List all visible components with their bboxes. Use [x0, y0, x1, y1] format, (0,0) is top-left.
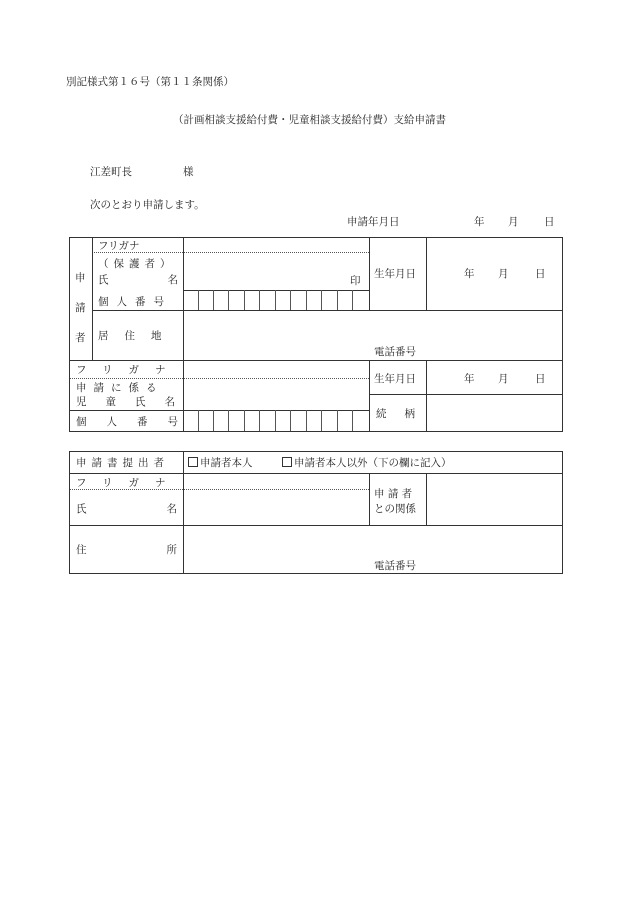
applicant-birth-month: 月 [498, 268, 509, 280]
child-name-label-1: 申請に係る [76, 382, 164, 394]
applicant-number-label: 個人番号 [98, 296, 172, 308]
relation-label-1: 申 請 者 [374, 488, 413, 500]
application-date-year: 年 [474, 216, 485, 228]
submitter-name-input[interactable] [184, 490, 369, 525]
submitter-option-self[interactable]: 申請者本人 [188, 455, 253, 470]
application-date-day: 日 [544, 216, 555, 228]
child-name-label-2: 児童氏名 [76, 396, 194, 408]
submitter-relation-input[interactable] [427, 474, 562, 525]
applicant-name-label: 氏 名 [98, 274, 178, 286]
child-relationship-label: 続柄 [376, 408, 433, 420]
submitter-address-label: 住 所 [76, 544, 177, 556]
seal-mark: 印 [350, 275, 361, 287]
child-birth-year: 年 [464, 373, 475, 385]
applicant-birth-year: 年 [464, 268, 475, 280]
application-date-month: 月 [508, 216, 519, 228]
child-name-input[interactable] [184, 379, 369, 410]
guardian-label: （保護者） [98, 258, 176, 270]
child-number-label: 個人番号 [76, 416, 198, 428]
addressee: 江差町長 [90, 166, 132, 178]
child-furigana-label: フリガナ [76, 364, 182, 376]
child-birth-day: 日 [535, 373, 546, 385]
relation-label-2: との関係 [374, 503, 416, 515]
form-title: （計画相談支援給付費・児童相談支援給付費）支給申請書 [173, 114, 446, 126]
intro-text: 次のとおり申請します。 [90, 199, 205, 211]
applicant-furigana-label: フリガナ [98, 240, 140, 252]
applicant-section-label: 申請者 [75, 272, 86, 344]
submitter-furigana-label: フリガナ [76, 477, 182, 489]
child-birthdate-label: 生年月日 [374, 373, 416, 385]
submitter-option-other[interactable]: 申請者本人以外（下の欄に記入） [282, 455, 452, 470]
addressee-suffix: 様 [183, 166, 194, 178]
applicant-name-input[interactable] [184, 253, 369, 290]
child-relationship-input[interactable] [427, 395, 562, 431]
child-furigana-input[interactable] [184, 361, 369, 378]
applicant-birthdate-label: 生年月日 [374, 268, 416, 280]
submitter-phone-label: 電話番号 [374, 560, 416, 572]
application-date-label: 申請年月日 [347, 216, 400, 228]
checkbox-other[interactable] [282, 457, 292, 467]
submitter-label: 申請書提出者 [76, 457, 169, 469]
submitter-furigana-input[interactable] [184, 474, 369, 489]
submitter-address-input[interactable] [184, 526, 562, 573]
applicant-address-label: 居住地 [98, 330, 178, 342]
child-birth-month: 月 [498, 373, 509, 385]
applicant-phone-label: 電話番号 [374, 346, 416, 358]
applicant-furigana-input[interactable] [184, 238, 369, 252]
submitter-name-label: 氏 名 [76, 503, 177, 515]
applicant-birth-day: 日 [535, 268, 546, 280]
checkbox-self[interactable] [188, 457, 198, 467]
applicant-address-input[interactable] [184, 311, 562, 360]
form-number: 別記様式第１６号（第１１条関係） [66, 76, 234, 88]
